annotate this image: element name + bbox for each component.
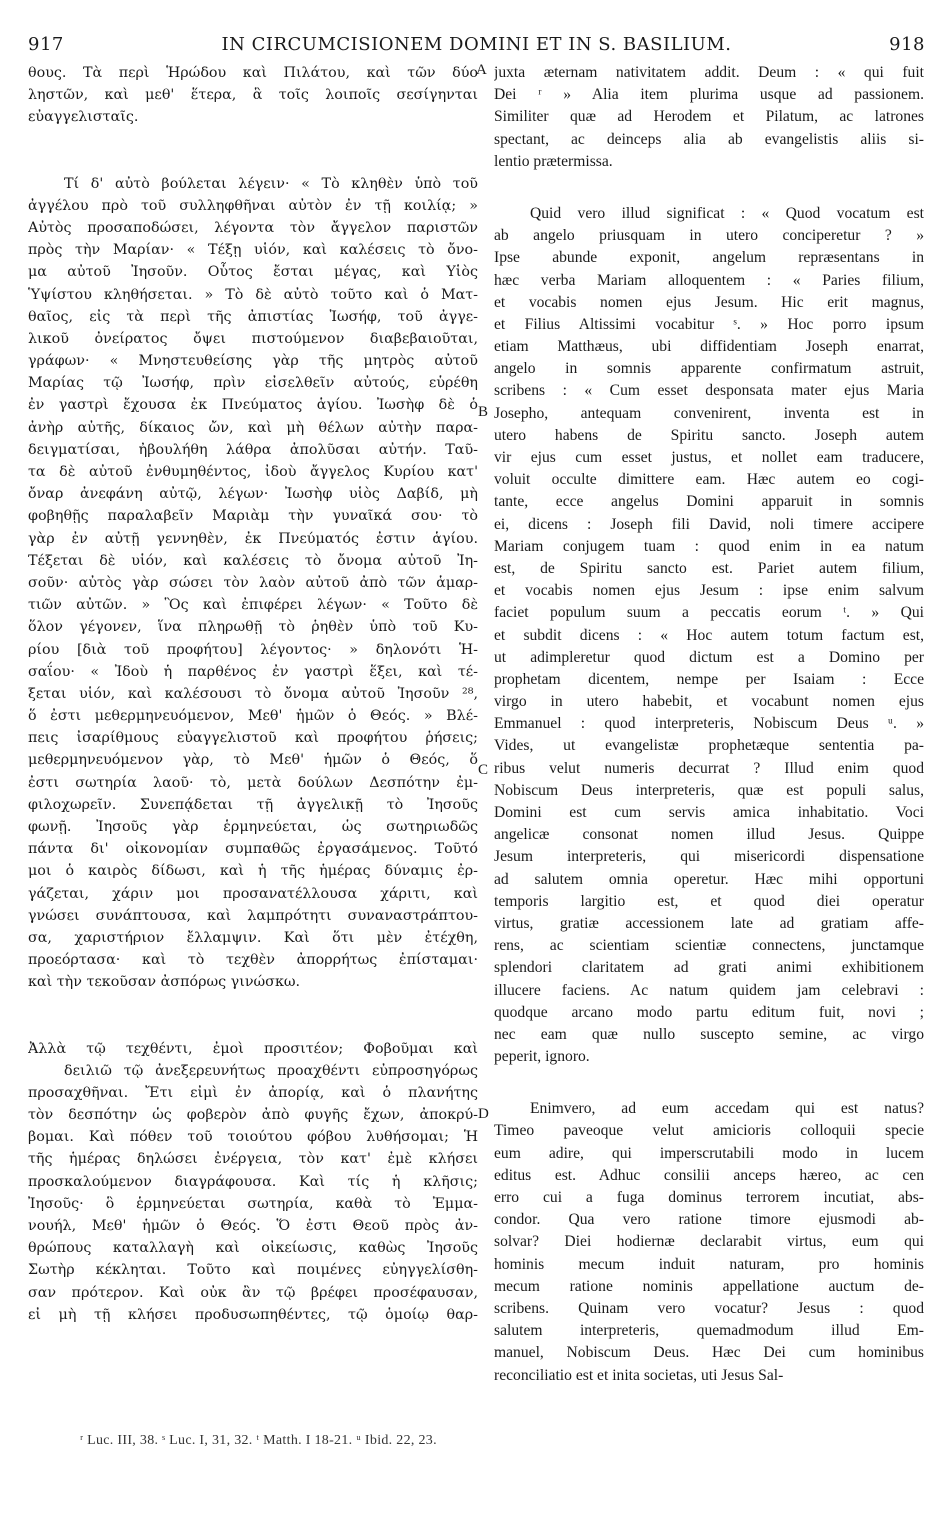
text-line: hominis mecum induit naturam, pro hominis	[494, 1255, 924, 1273]
text-line: scribens : « Cum esset desponsata mater ejus Maria	[494, 382, 924, 400]
text-line: πρὸς τὴν Μαρίαν· « Τέξῃ υἱόν, καὶ καλέσεις τὸ ὄνο-	[28, 242, 478, 259]
text-line: Ipse abunde exponit, angelum repræsentans in	[494, 249, 924, 267]
text-line: tante, ecce angelus Domini apparuit in somnis	[494, 493, 924, 511]
text-line: βομαι. Καὶ πόθεν τοῦ τοιούτου φόβου λυθήσομαι; Ἡ	[28, 1129, 478, 1146]
text-line: editus est. Adhuc consilii anceps hæreo, ac cen	[494, 1166, 924, 1184]
text-line: rens, ac scientiam scientiæ connectens, junctamque	[494, 937, 924, 955]
text-line: angelo in somnis apparente confirmatum astruit,	[494, 360, 924, 378]
text-line: πεις ἰσαρίθμους εὐαγγελιστοῦ καὶ προφήτου ῥήσεις;	[28, 730, 478, 747]
text-line: θρώπους καταλλαγὴ καὶ οἰκείωσις, καθὼς Ἰησοῦς	[28, 1240, 478, 1257]
text-line: Vides, ut evangelistæ prophetæque sententia pa-	[494, 737, 924, 755]
text-line: ut adimpleretur quod dictum est a Domino per	[494, 648, 924, 666]
text-line: σαν πρότερον. Καὶ οὐκ ἂν τῷ βρέφει προσέφαυσαν,	[28, 1284, 478, 1301]
text-line: et vocabis nomen ejus Jesum. Hic erit magnus,	[494, 293, 924, 311]
text-line: λικοῦ ὀνείρατος ὄψει πιστούμενον διαβεβαιοῦται,	[28, 330, 478, 347]
text-line: τῆς ἡμέρας δηλώσει ἐνέργεια, τὸν κατ' ἐμὲ κλήσει	[28, 1151, 478, 1168]
text-line: Mariam conjugem tuam : quod enim in ea natum	[494, 537, 924, 555]
text-line: condor. Qua vero ratione timore ejusmodi ab-	[494, 1211, 924, 1229]
text-line: τὸν δεσπότην ὡς φοβερὸν ἀπὸ φυγῆς ἔχων, ἀποκρύ-	[28, 1107, 478, 1124]
text-line: lentio prætermissa.	[494, 152, 613, 170]
text-line: Domini est cum servis amica inhabitatio. Voci	[494, 804, 924, 821]
text-line: τιῶν αὐτῶν. » Ὃς καὶ ἐπιφέρει λέγων· « Τοῦτο δὲ	[28, 597, 478, 614]
text-line: σοῦν· αὐτὸς γὰρ σώσει τὸν λαὸν αὐτοῦ ἀπὸ τῶν ἁμαρ-	[28, 574, 478, 591]
margin-marker-d: D	[478, 1106, 489, 1122]
text-line: Dei ʳ » Alia item plurima usque ad passionem.	[494, 86, 924, 104]
text-line: εὐαγγελισταῖς.	[28, 109, 139, 126]
text-line: ribus velut numeris decurrat ? Illud enim quod	[494, 759, 924, 777]
text-line: virtus, gratiæ accessionem late ad gratiam affe-	[494, 914, 924, 932]
text-line: Timeo paveoque velut amicioris colloquii specie	[494, 1122, 924, 1140]
text-line: Josepho, antequam convenirent, inventa est in	[494, 404, 924, 422]
greek-column	[28, 62, 478, 1326]
text-line: πάντα δι' οἰκονομίαν συμπαθῶς ἐργασάμενος. Τοῦτό	[28, 841, 478, 858]
paragraph-gap	[494, 173, 924, 203]
text-line: θους. Τὰ περὶ Ἡρώδου καὶ Πιλάτου, καὶ τῶν δύο	[28, 65, 478, 81]
text-line: Nobiscum Deus interpreteris, quæ est populi salus,	[494, 781, 924, 799]
running-title: IN CIRCUMCISIONEM DOMINI ET IN S. BASILIUM.	[221, 34, 732, 55]
text-line: Ἀλλὰ τῷ τεχθέντι, ἐμοὶ προσιτέον; Φοβοῦμαι καὶ	[28, 1040, 478, 1057]
text-line: Enimvero, ad eum accedam qui est natus?	[530, 1100, 924, 1118]
text-line: γνώσει συνάπτουσα, καὶ λαμπρότητι συναναστράπτου-	[28, 907, 478, 924]
text-line: Τί δ' αὐτὸ βούλεται λέγειν· « Τὸ κληθὲν ὑπὸ τοῦ	[64, 175, 478, 192]
text-line: μα αὐτοῦ Ἰησοῦν. Οὗτος ἔσται μέγας, καὶ Υἱὸς	[28, 264, 478, 281]
text-line: virgo in utero habebit, et vocabunt nomen ejus	[494, 693, 924, 711]
text-line: θαῖος, εἰς τὰ περὶ τῆς ἀπιστίας Ἰωσήφ, τοῦ ἀγγε-	[28, 308, 478, 325]
text-line: Σωτὴρ κέκληται. Τοῦτο καὶ ποιμένες εὐηγγελίσθη-	[28, 1262, 478, 1279]
text-line: ad salutem omnia operetur. Hæc mihi opportuni	[494, 870, 924, 888]
text-line: solvar? Diei hodiernæ declarabit virtus, eum qui	[494, 1233, 924, 1251]
text-line: σαΐου· « Ἰδοὺ ἡ παρθένος ἐν γαστρὶ ἕξει, καὶ τέ-	[28, 663, 478, 680]
page-header	[28, 34, 925, 60]
text-line: σα, χαριστήριον ἔλλαμψιν. Καὶ ὅτι μὲν ἐτέχθη,	[28, 929, 478, 946]
text-line: splendori claritatem ad grati animi exhibitionem	[494, 959, 924, 977]
text-line: salutem interpreteris, quemadmodum illud Em-	[494, 1322, 924, 1340]
text-line: φοβηθῇς παραλαβεῖν Μαριὰμ τὴν γυναῖκά σου· τὸ	[28, 508, 478, 525]
text-line: nec eam quæ nullo suscepto semine, ac virgo	[494, 1025, 924, 1043]
margin-marker-a: A	[476, 62, 487, 78]
text-line: hæc verba Mariam alloquentem : « Paries filium,	[494, 271, 924, 289]
margin-marker-b: B	[478, 404, 489, 420]
text-line: Similiter quæ ad Herodem et Pilatum, ac latrones	[494, 108, 924, 126]
text-line: νουήλ, Μεθ' ἡμῶν ὁ Θεός. Ὅ ἐστι Θεοῦ πρὸς ἀν-	[28, 1218, 478, 1234]
paragraph-gap	[28, 129, 478, 173]
text-line: erro cui a fuga dominus terrorem incutiat, abs-	[494, 1189, 924, 1206]
text-line: ρίου [διὰ τοῦ προφήτου] λέγοντος· » δηλονότι Ἡ-	[28, 641, 478, 658]
text-line: scribens. Quinam vero vocatur? Jesus : quod	[494, 1299, 924, 1317]
text-line: ἀνὴρ αὐτῆς, δίκαιος ὤν, καὶ μὴ θέλων αὐτὴν παρα-	[28, 419, 478, 436]
text-line: ὅ ἐστι μεθερμηνευόμενον, Μεθ' ἡμῶν ὁ Θεός. » Βλέ-	[28, 708, 478, 725]
text-line: Τέξεται δὲ υἱόν, καὶ καλέσεις τὸ ὄνομα αὐτοῦ Ἰη-	[28, 552, 478, 569]
text-line: τα δὲ αὐτοῦ ἐνθυμηθέντος, ἰδοὺ ἄγγελος Κυρίου κατ'	[28, 464, 478, 480]
text-line: Μαρίας τῷ Ἰωσήφ, πρὶν εἰσελθεῖν αὐτούς, εὑρέθη	[28, 375, 478, 392]
text-line: reconciliatio est et inita societas, uti Jesus Sal-	[494, 1366, 784, 1384]
text-line: ὅλον γέγονεν, ἵνα πληρωθῇ τὸ ῥηθὲν ὑπὸ τοῦ Κυ-	[28, 619, 478, 636]
text-line: temporis largitio est, et quod diei operatur	[494, 892, 924, 910]
text-line: εἰ μὴ τῇ κλήσει προδυσωπηθέντες, τῷ ὁμοίῳ θαρ-	[28, 1306, 478, 1323]
page-number-left: 917	[28, 34, 64, 55]
text-line: etiam Matthæus, ubi diffidentiam Joseph enarrat,	[494, 338, 924, 356]
text-line: ἐστι σωτηρία λαοῦ· τὸ, μετὰ δούλων Δεσπότην ἐμ-	[28, 774, 478, 791]
text-line: quodque arcano modo partu editum fuit, novi ;	[494, 1003, 924, 1021]
text-line: φιλοχωρεῖν. Συνεπᾴδεται τῇ ἀγγελικῇ τὸ Ἰησοῦς	[28, 796, 478, 813]
text-line: καὶ τὴν τεκοῦσαν ἀσπόρως γινώσκω.	[28, 974, 301, 991]
text-line: ξεται υἱόν, καὶ καλέσουσι τὸ ὄνομα αὐτοῦ Ἰησοῦν ²⁸,	[28, 685, 478, 702]
text-line: peperit, ignoro.	[494, 1048, 590, 1066]
text-line: ab angelo priusquam in utero conciperetur ? »	[494, 227, 924, 245]
text-line: manuel, Nobiscum Deus. Hæc Dei cum hominibus	[494, 1344, 924, 1362]
text-line: ἀγγέλου πρὸ τοῦ συλληφθῆναι αὐτὸν ἐν τῇ κοιλίᾳ; »	[28, 197, 478, 214]
text-line: voluit occulte dimittere eam. Hæc autem eo cogi-	[494, 471, 924, 489]
text-line: prophetam dicentem, nempe per Isaiam : Ecce	[494, 670, 924, 688]
paragraph-gap	[494, 1068, 924, 1098]
margin-marker-c: C	[478, 762, 489, 778]
text-line: προσκαλούμενον διαγράφουσα. Καὶ τίς ἡ κλῆσις;	[28, 1173, 478, 1190]
text-line: προεόρτασα· καὶ τὸ τεχθὲν ἀπορρήτως ἐπίσταμαι·	[28, 952, 478, 969]
text-line: μεθερμηνευόμενον γὰρ, τὸ Μεθ' ἡμῶν ὁ Θεός, ὅ	[28, 752, 478, 769]
text-line: Ἰησοῦς· ὃ ἑρμηνεύεται σωτηρία, καθὰ τὸ Ἐμμα-	[28, 1195, 478, 1212]
text-line: et subdit dicens : « Hoc autem totum factum est,	[494, 626, 924, 644]
text-line: φωνῇ. Ἰησοῦς γὰρ ἑρμηνεύεται, ὡς σωτηριωδῶς	[28, 819, 478, 835]
text-line: vir ejus cum esset justus, et nollet eam traducere,	[494, 449, 924, 466]
text-line: eum adire, qui imperscrutabili modo in lucem	[494, 1144, 924, 1162]
page-number-right: 918	[889, 34, 925, 55]
text-line: faciet populum suum a peccatis eorum ᵗ. » Qui	[494, 604, 924, 622]
text-line: γὰρ ἐν αὐτῇ γεννηθὲν, ἐκ Πνεύματός ἐστιν ἁγίου.	[28, 530, 478, 547]
text-line: ἐν γαστρὶ ἔχουσα ἐκ Πνεύματος ἁγίου. Ἰωσὴφ δὲ ὁ	[28, 397, 478, 414]
text-line: ληστῶν, καὶ μεθ' ἕτερα, ἃ τοῖς λοιποῖς σεσίγηνται	[28, 87, 478, 104]
text-line: Jesum interpreteris, qui misericordi dispensatione	[494, 848, 924, 866]
text-line: δειγματίσαι, ἠβουλήθη λάθρα ἀπολῦσαι αὐτήν. Ταῦ-	[28, 441, 478, 458]
text-line: et Filius Altissimi vocabitur ˢ. » Hoc porro ipsum	[494, 315, 924, 333]
text-line: γάζεται, χάριν μοι προσανατέλλουσα χάριτι, καὶ	[28, 885, 478, 902]
text-line: μοι ὁ καιρὸς δίδωσι, καὶ ἡ τῆς ἡμέρας δύναμις ἐρ-	[28, 863, 478, 880]
text-line: spectant, ac deinceps alia ab evangelistis aliis si-	[494, 130, 924, 148]
text-line: Quid vero illud significat : « Quod vocatum est	[530, 204, 924, 222]
text-line: Emmanuel : quod interpreteris, Nobiscum Deus ᵘ. »	[494, 715, 924, 733]
text-line: ὄναρ ἀνεφάνη αὐτῷ, λέγων· Ἰωσὴφ υἱὸς Δαβίδ, μὴ	[28, 486, 478, 503]
text-line: illucere faciens. Ac natum quidem jam celebravi :	[494, 981, 924, 999]
text-line: et vocabis nomen ejus Jesum : ipse enim salvum	[494, 582, 924, 600]
footnotes: ʳ Luc. III, 38. ˢ Luc. I, 31, 32. ᵗ Matth. I 18-21. ᵘ Ibid. 22, 23.	[80, 1433, 437, 1448]
text-line: utero habens de Spiritu sancto. Joseph autem	[494, 426, 924, 444]
text-line: γράφων· « Μνηστευθείσης γὰρ τῆς μητρὸς αὐτοῦ	[28, 353, 478, 370]
text-line: est, de Spiritu sancto est. Pariet autem filium,	[494, 559, 924, 577]
text-line: ei, dicens : Joseph fili David, noli timere accipere	[494, 515, 924, 533]
text-line: angelicæ consonat nomen illud Jesus. Quippe	[494, 826, 924, 844]
text-line: δειλιῶ τῷ ἀνεξερευνήτως προαχθέντι εὐπροσηγόρως	[64, 1062, 478, 1079]
text-line: Ὑψίστου κληθήσεται. » Τὸ δὲ αὐτὸ τοῦτο καὶ ὁ Ματ-	[28, 286, 478, 303]
text-line: juxta æternam nativitatem addit. Deum : « qui fuit	[494, 64, 924, 81]
text-line: προσαχθῆναι. Ἔτι εἰμὶ ἐν ἀπορίᾳ, καὶ ὁ πλανήτης	[28, 1084, 478, 1101]
text-line: Αὐτὸς προσαποδώσει, λέγοντα τὸν ἄγγελον παριστῶν	[28, 219, 478, 236]
latin-column	[494, 62, 924, 1387]
text-line: mecum ratione nominis appellatione auctum de-	[494, 1277, 924, 1295]
paragraph-gap	[28, 994, 478, 1038]
